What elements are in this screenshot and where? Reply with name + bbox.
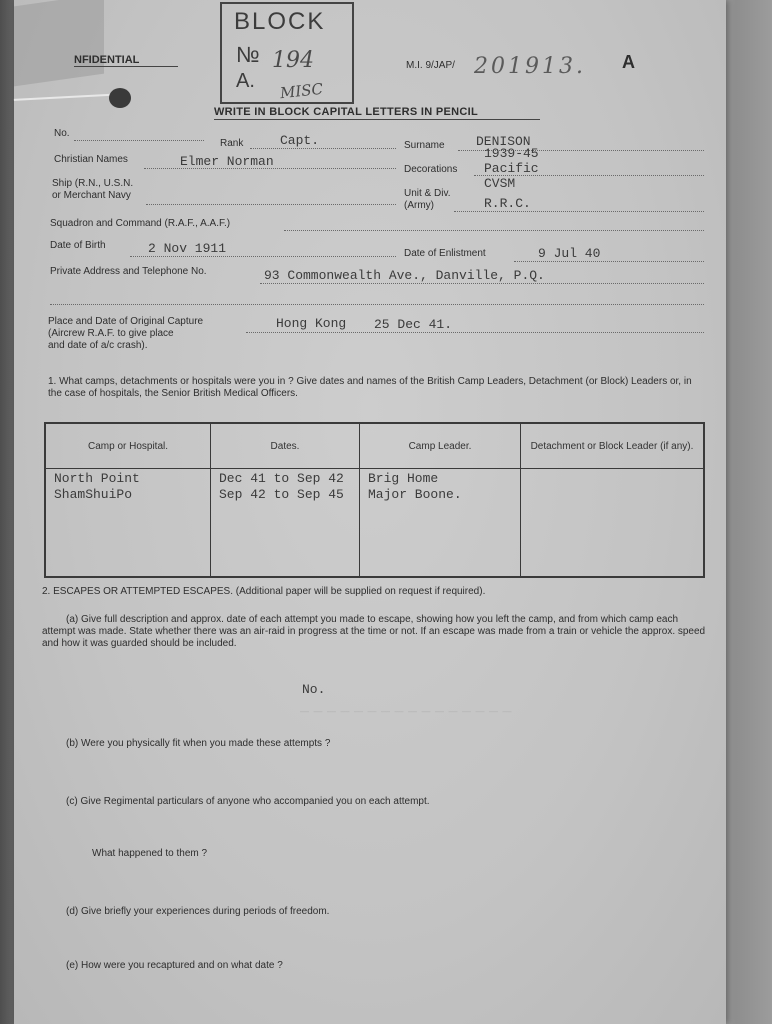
folder-clip: [14, 0, 104, 86]
enlist-value: 9 Jul 40: [538, 246, 601, 261]
section-2-heading: 2. ESCAPES OR ATTEMPTED ESCAPES. (Additional paper will be supplied on request if required).: [42, 586, 486, 597]
camp-dates: Sep 42 to Sep 45: [219, 487, 344, 502]
address-line: [260, 283, 704, 284]
camp-leader: Major Boone.: [368, 487, 462, 502]
question-1: 1. What camps, detachments or hospitals were you in ? Give dates and names of the British Camp Leaders, Detachment (or Block) Leaders or, in the case of hospitals, the Senior British Medical Officers.: [48, 376, 692, 399]
detachment-cell: [521, 469, 705, 577]
capture-label-1: Place and Date of Original Capture: [48, 316, 204, 327]
header-camp: Camp or Hospital.: [45, 423, 211, 469]
question-2d: (d) Give briefly your experiences during periods of freedom.: [66, 906, 330, 917]
no-line: [74, 140, 204, 141]
camp-cell: [45, 469, 211, 577]
instruction-heading: WRITE IN BLOCK CAPITAL LETTERS IN PENCIL: [214, 106, 478, 118]
address-line-2: [50, 304, 704, 305]
christian-label: Christian Names: [54, 154, 128, 165]
stamp-note: MISC: [279, 79, 324, 103]
camps-table: [44, 422, 705, 578]
question-2e: (e) How were you recaptured and on what date ?: [66, 960, 283, 971]
table-row: [45, 469, 704, 577]
ref-letter: A: [622, 52, 635, 72]
camp-name: North Point: [54, 471, 140, 486]
enlist-label: Date of Enlistment: [404, 248, 486, 259]
camp-dates: Dec 41 to Sep 42: [219, 471, 344, 486]
camp-leader: Brig Home: [368, 471, 439, 486]
unit-label-2: (Army): [404, 200, 434, 211]
ref-label: M.I. 9/JAP/: [406, 60, 455, 71]
capture-line: [246, 332, 704, 333]
question-2c: (c) Give Regimental particulars of anyone who accompanied you on each attempt.: [66, 796, 430, 807]
enlist-line: [514, 261, 704, 262]
header-detachment-leader: Detachment or Block Leader (if any).: [521, 423, 705, 469]
decorations-value-2: Pacific: [484, 161, 539, 176]
ship-line: [146, 204, 396, 205]
confidential-underline: [74, 66, 178, 67]
leader-cell: [360, 469, 521, 577]
no-label: No.: [54, 128, 70, 139]
ship-label-1: Ship (R.N., U.S.N.: [52, 178, 134, 189]
decorations-label: Decorations: [404, 164, 458, 175]
capture-label-2: (Aircrew R.A.F. to give place: [48, 328, 174, 339]
squadron-label: Squadron and Command (R.A.F., A.A.F.): [50, 218, 231, 229]
rank-value: Capt.: [280, 133, 320, 148]
block-stamp: [220, 2, 354, 104]
dob-line: [130, 256, 396, 257]
show-through-text: — — — — — — — — — — — — — — — —: [300, 706, 513, 716]
christian-value: Elmer Norman: [180, 154, 274, 169]
header-camp-leader: Camp Leader.: [360, 423, 521, 469]
decorations-value-3: CVSM: [484, 176, 516, 191]
question-2a-answer: No.: [302, 682, 326, 697]
dob-value: 2 Nov 1911: [148, 241, 227, 256]
capture-date: 25 Dec 41.: [374, 317, 453, 332]
stamp-block: BLOCK: [234, 8, 326, 35]
surname-value: DENISON: [476, 134, 531, 149]
question-2a: (a) Give full description and approx. date of each attempt you made to escape, showing how you left the camp, and from which camp each attempt was made. State whether there was an air-raid in progress at the time or not. If an escape was made from a train or vehicle the approx. speed and how it was guarded should be included.: [42, 614, 706, 649]
dates-cell: [211, 469, 360, 577]
dob-label: Date of Birth: [50, 240, 106, 251]
stamp-number-label: №: [236, 42, 260, 67]
unit-label-1: Unit & Div.: [404, 188, 451, 199]
rank-line: [250, 148, 396, 149]
unit-value: R.R.C.: [484, 196, 531, 211]
capture-label-3: and date of a/c crash).: [48, 340, 148, 351]
capture-place: Hong Kong: [276, 316, 347, 331]
rank-label: Rank: [220, 138, 244, 149]
confidential-label: NFIDENTIAL: [74, 54, 140, 66]
camps-table-header-row: [45, 423, 704, 469]
question-2b: (b) Were you physically fit when you made these attempts ?: [66, 738, 331, 749]
ref-number: 201913.: [474, 54, 586, 79]
instruction-underline: [214, 119, 540, 120]
stamp-number: 194: [272, 48, 314, 73]
header-dates: Dates.: [211, 423, 360, 469]
christian-line: [144, 168, 396, 169]
camp-name: ShamShuiPo: [54, 487, 133, 502]
tag-string: [14, 93, 124, 107]
address-label: Private Address and Telephone No.: [50, 266, 207, 277]
stamp-letter: A.: [236, 70, 255, 92]
punch-hole: [109, 88, 131, 108]
decorations-value-1: 1939-45: [484, 146, 539, 161]
ship-label-2: or Merchant Navy: [52, 190, 131, 201]
surname-label: Surname: [404, 140, 445, 151]
unit-line: [454, 211, 704, 212]
address-value: 93 Commonwealth Ave., Danville, P.Q.: [264, 268, 545, 283]
squadron-line: [284, 230, 704, 231]
question-2c-followup: What happened to them ?: [92, 848, 208, 859]
